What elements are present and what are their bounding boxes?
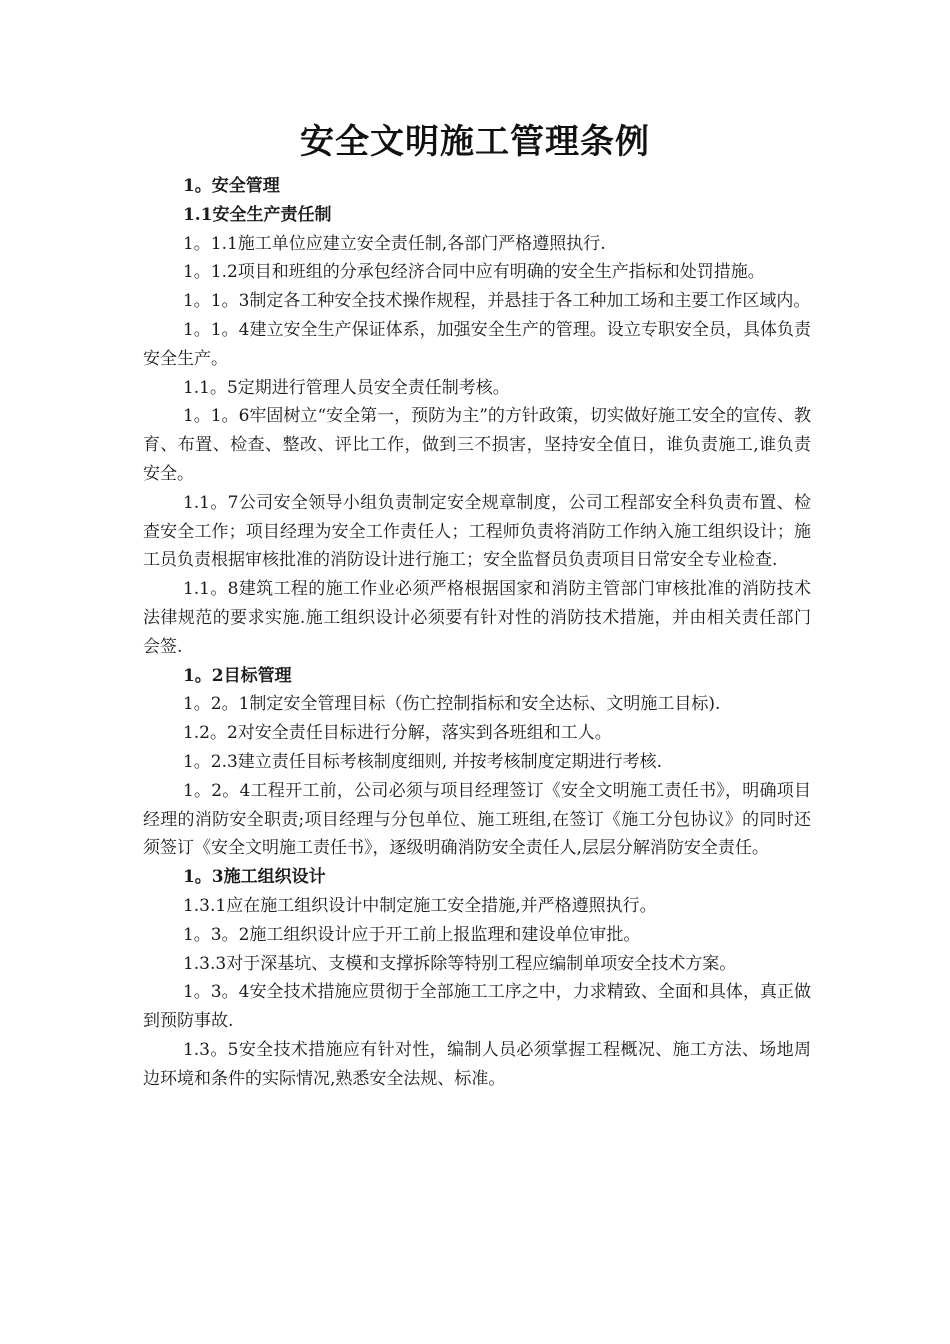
section-heading: 1。3施工组织设计 [182,867,326,888]
paragraph: 1。1.1施工单位应建立安全责任制,各部门严格遵照执行. [182,233,606,254]
paragraph: 1.3.1应在施工组织设计中制定施工安全措施,并严格遵照执行。 [182,895,657,916]
paragraph: 1.3.3对于深基坑、支模和支撑拆除等特别工程应编制单项安全技术方案。 [182,953,737,974]
paragraph: 1.3。5安全技术措施应有针对性，编制人员必须掌握工程概况、施工方法、场地周边环境和条件的实际情况,熟悉安全法规、标准。 [143,1039,811,1089]
document-body [143,172,811,1094]
paragraph: 1。3。4安全技术措施应贯彻于全部施工工序之中，力求精致、全面和具体，真正做到预防事故. [143,982,811,1032]
paragraph: 1.1。7公司安全领导小组负责制定安全规章制度，公司工程部安全科负责布置、检查安全工作；项目经理为安全工作责任人；工程师负责将消防工作纳入施工组织设计；施工员负责根据审核批准的消防设计进行施工；安全监督员负责项目日常安全专业检查. [143,492,811,571]
paragraph: 1。2.3建立责任目标考核制度细则, 并按考核制度定期进行考核. [182,751,662,772]
paragraph: 1。1。6牢固树立“安全第一，预防为主”的方针政策，切实做好施工安全的宣传、教育、布置、检查、整改、评比工作，做到三不损害，坚持安全值日，谁负责施工,谁负责安全。 [143,406,811,484]
paragraph: 1.1。8建筑工程的施工作业必须严格根据国家和消防主管部门审核批准的消防技术法律规范的要求实施.施工组织设计必须要有针对性的消防技术措施，并由相关责任部门会签. [143,579,811,657]
paragraph: 1。1。4建立安全生产保证体系，加强安全生产的管理。设立专职安全员，具体负责安全生产。 [143,319,811,369]
paragraph: 1。1。3制定各工种安全技术操作规程，并悬挂于各工种加工场和主要工作区域内。 [182,291,811,312]
section-heading: 1。安全管理 [182,176,280,196]
section-heading: 1。2目标管理 [182,665,292,686]
paragraph: 1.1。5定期进行管理人员安全责任制考核。 [182,377,510,398]
paragraph: 1。2。4工程开工前，公司必须与项目经理签订《安全文明施工责任书》，明确项目经理的消防安全职责;项目经理与分包单位、施工班组,在签订《施工分包协议》的同时还须签订《安全文明施工责任书》，逐级明确消防安全责任人,层层分解消防安全责任。 [143,780,811,859]
document-title: 安全文明施工管理条例 [300,122,650,162]
paragraph: 1。3。2施工组织设计应于开工前上报监理和建设单位审批。 [182,924,641,945]
paragraph: 1。2。1制定安全管理目标（伤亡控制指标和安全达标、文明施工目标). [182,694,721,715]
paragraph: 1。1.2项目和班组的分承包经济合同中应有明确的安全生产指标和处罚措施。 [182,262,765,283]
section-heading: 1.1安全生产责任制 [182,204,332,225]
paragraph: 1.2。2对安全责任目标进行分解，落实到各班组和工人。 [182,723,612,744]
